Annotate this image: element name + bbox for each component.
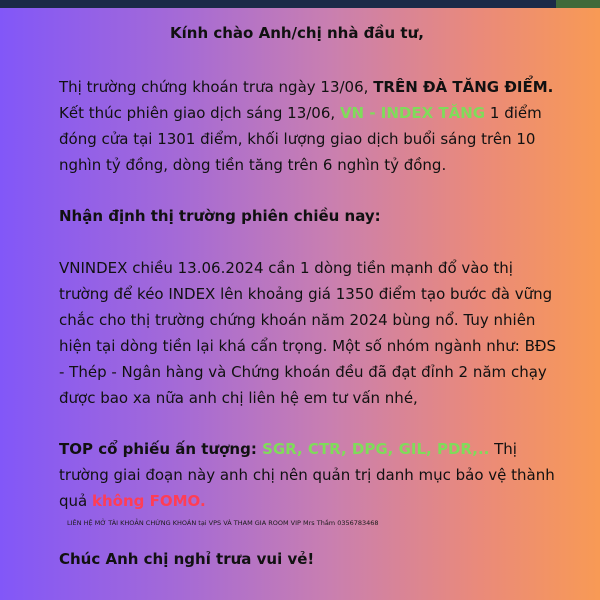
trend-text: TRÊN ĐÀ TĂNG ĐIỂM. [373, 78, 554, 96]
top-stocks-advice: Thị trường giai đoạn này anh chị nên quản trị danh mục bảo vệ thành quả [59, 440, 555, 510]
top-stocks-tickers: SGR, CTR, DPG, GIL, PDR,.. [256, 440, 490, 458]
greeting-text: Kính chào Anh/chị nhà đầu tư, [170, 24, 424, 42]
top-strip-green-segment [556, 0, 600, 8]
intro-paragraph [59, 74, 565, 178]
intro-prefix: Thị trường chứng khoán trưa ngày 13/06, [59, 78, 374, 96]
analysis-paragraph: VNINDEX chiều 13.06.2024 cần 1 dòng tiền mạnh đổ vào thị trường để kéo INDEX lên khoảng giá 1350 điểm tạo bước đà vững chắc cho thị trường chứng khoán năm 2024 bùng nổ. Tuy nhiên hiện tại dòng tiền lại khá cẩn trọng. Một số nhóm ngành như: BĐS - Thép - Ngân hàng và Chứng khoán đều đã đạt đỉnh 2 năm chạy được bao xa nữa anh chị liên hệ em tư vấn nhé, [59, 259, 557, 407]
message-body [59, 18, 565, 572]
top-stocks-label: TOP cổ phiếu ấn tượng: [59, 440, 257, 458]
contact-info: LIÊN HỆ MỞ TÀI KHOẢN CHỨNG KHOÁN tại VPS VÀ THAM GIA ROOM VIP Mrs Thắm 0356783468 [67, 519, 379, 527]
top-strip-dark-segment [0, 0, 556, 8]
afternoon-heading: Nhận định thị trường phiên chiều nay: [59, 207, 381, 225]
index-label: VN - INDEX TĂNG [339, 104, 486, 122]
session-suffix: 1 điểm đóng cửa tại 1301 điểm, khối lượng giao dịch buổi sáng trên 10 nghìn tỷ đồng, dòng tiền tăng trên 6 nghìn tỷ đồng. [59, 104, 542, 174]
session-prefix: Kết thúc phiên giao dịch sáng 13/06, [59, 104, 340, 122]
top-stocks-paragraph [59, 436, 565, 514]
top-color-strip [0, 0, 600, 8]
no-fomo-warning: không FOMO. [92, 492, 206, 510]
closing-text: Chúc Anh chị nghỉ trưa vui vẻ! [59, 550, 315, 568]
